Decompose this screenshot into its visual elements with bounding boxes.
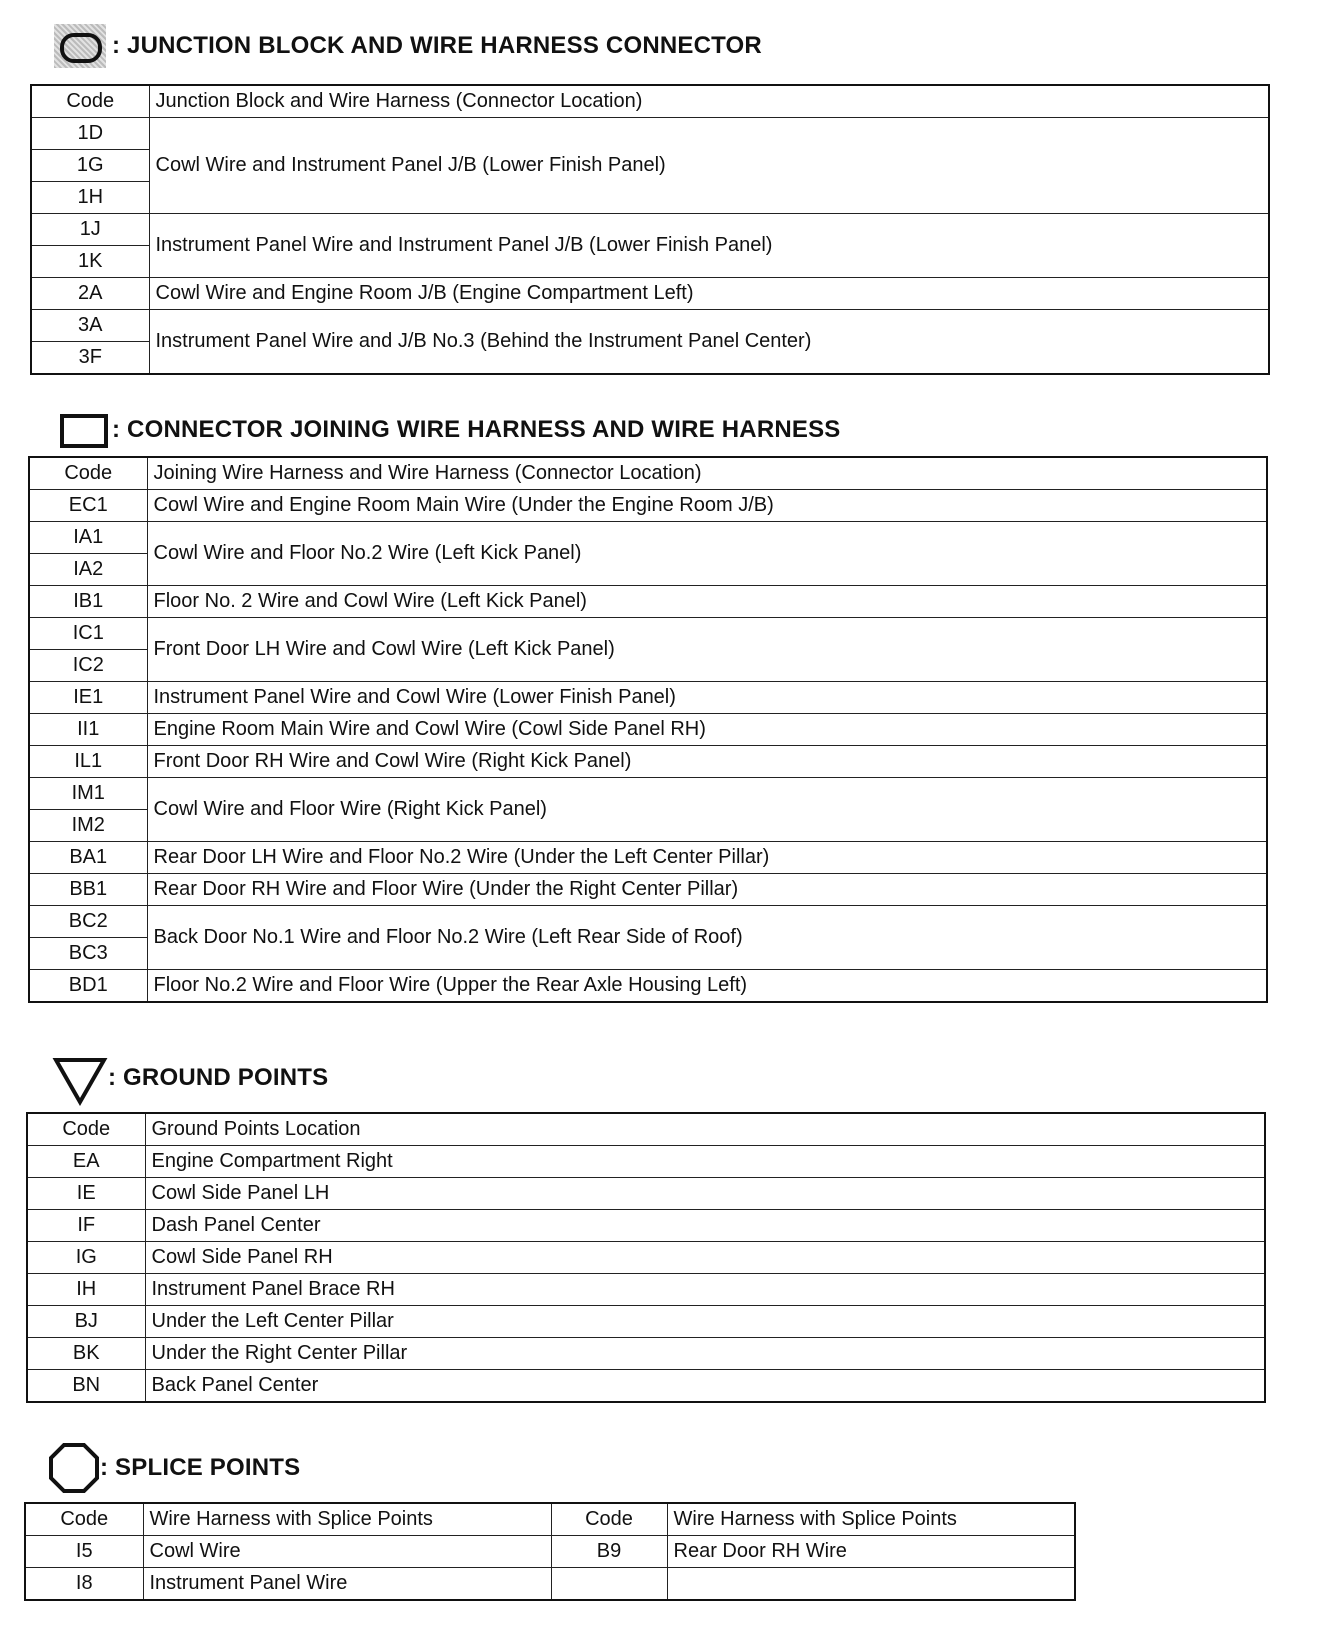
table-row <box>29 746 1267 778</box>
description-cell: Cowl Side Panel LH <box>145 1178 1265 1210</box>
splice-harness: Cowl Wire <box>143 1536 551 1568</box>
header-description: Junction Block and Wire Harness (Connector Location) <box>149 85 1269 118</box>
table-row <box>29 522 1267 554</box>
header-code: Code <box>551 1503 667 1536</box>
table-row <box>29 618 1267 650</box>
code-cell: IM2 <box>29 810 147 842</box>
table-row <box>27 1306 1265 1338</box>
table-row <box>29 714 1267 746</box>
code-cell: BN <box>27 1370 145 1403</box>
code-cell: IF <box>27 1210 145 1242</box>
table-row <box>31 118 1269 150</box>
table-row <box>27 1242 1265 1274</box>
code-cell: 1K <box>31 246 149 278</box>
code-cell: BD1 <box>29 970 147 1003</box>
table-row <box>25 1568 1075 1601</box>
code-cell: BC3 <box>29 938 147 970</box>
ground-triangle-icon <box>38 1050 108 1106</box>
table-row <box>25 1536 1075 1568</box>
description-cell: Cowl Wire and Instrument Panel J/B (Lower Finish Panel) <box>149 118 1269 214</box>
description-cell: Instrument Panel Wire and Cowl Wire (Lower Finish Panel) <box>147 682 1267 714</box>
connector-table <box>28 456 1268 1003</box>
header-code: Code <box>25 1503 143 1536</box>
table-header-row <box>27 1113 1265 1146</box>
table-header-row <box>25 1503 1075 1536</box>
description-cell: Cowl Side Panel RH <box>145 1242 1265 1274</box>
table-row <box>29 778 1267 810</box>
ground-table <box>26 1112 1266 1403</box>
ground-heading <box>38 1050 328 1106</box>
code-cell: II1 <box>29 714 147 746</box>
code-cell: 1G <box>31 150 149 182</box>
code-cell: IM1 <box>29 778 147 810</box>
connector-rectangle-icon <box>42 402 112 458</box>
junction-heading <box>42 18 762 74</box>
description-cell: Cowl Wire and Engine Room J/B (Engine Compartment Left) <box>149 278 1269 310</box>
description-cell: Back Door No.1 Wire and Floor No.2 Wire (Left Rear Side of Roof) <box>147 906 1267 970</box>
splice-octagon-icon <box>30 1440 100 1496</box>
description-cell: Cowl Wire and Engine Room Main Wire (Under the Engine Room J/B) <box>147 490 1267 522</box>
splice-code: B9 <box>551 1536 667 1568</box>
table-header-row <box>29 457 1267 490</box>
code-cell: EA <box>27 1146 145 1178</box>
description-cell: Instrument Panel Wire and Instrument Panel J/B (Lower Finish Panel) <box>149 214 1269 278</box>
code-cell: 1D <box>31 118 149 150</box>
code-cell: BB1 <box>29 874 147 906</box>
description-cell: Instrument Panel Wire and J/B No.3 (Behind the Instrument Panel Center) <box>149 310 1269 375</box>
description-cell: Dash Panel Center <box>145 1210 1265 1242</box>
splice-table <box>24 1502 1076 1601</box>
table-row <box>29 842 1267 874</box>
table-row <box>29 682 1267 714</box>
table-row <box>29 906 1267 938</box>
code-cell: 2A <box>31 278 149 310</box>
code-cell: IL1 <box>29 746 147 778</box>
code-cell: BK <box>27 1338 145 1370</box>
table-row <box>31 214 1269 246</box>
code-cell: IE <box>27 1178 145 1210</box>
junction-table <box>30 84 1270 375</box>
code-cell: IC2 <box>29 650 147 682</box>
code-cell: BC2 <box>29 906 147 938</box>
table-row <box>27 1370 1265 1403</box>
code-cell: EC1 <box>29 490 147 522</box>
table-row <box>27 1338 1265 1370</box>
code-cell: IH <box>27 1274 145 1306</box>
table-row <box>31 278 1269 310</box>
table-header-row <box>31 85 1269 118</box>
splice-title: : SPLICE POINTS <box>100 1454 301 1481</box>
table-row <box>29 586 1267 618</box>
junction-title: : JUNCTION BLOCK AND WIRE HARNESS CONNECTOR <box>112 32 762 59</box>
header-description: Wire Harness with Splice Points <box>667 1503 1075 1536</box>
table-row <box>27 1178 1265 1210</box>
header-description: Ground Points Location <box>145 1113 1265 1146</box>
description-cell: Engine Room Main Wire and Cowl Wire (Cowl Side Panel RH) <box>147 714 1267 746</box>
splice-heading <box>30 1440 300 1496</box>
code-cell: 1J <box>31 214 149 246</box>
code-cell: IG <box>27 1242 145 1274</box>
junction-block-oval-icon <box>42 18 112 74</box>
connector-title: : CONNECTOR JOINING WIRE HARNESS AND WIRE HARNESS <box>112 416 841 443</box>
code-cell: IB1 <box>29 586 147 618</box>
description-cell: Instrument Panel Brace RH <box>145 1274 1265 1306</box>
description-cell: Engine Compartment Right <box>145 1146 1265 1178</box>
header-code: Code <box>27 1113 145 1146</box>
description-cell: Back Panel Center <box>145 1370 1265 1403</box>
description-cell: Cowl Wire and Floor Wire (Right Kick Panel) <box>147 778 1267 842</box>
description-cell: Floor No.2 Wire and Floor Wire (Upper the Rear Axle Housing Left) <box>147 970 1267 1003</box>
splice-code <box>551 1568 667 1601</box>
table-row <box>29 490 1267 522</box>
ground-title: : GROUND POINTS <box>108 1064 329 1091</box>
table-row <box>27 1210 1265 1242</box>
code-cell: BA1 <box>29 842 147 874</box>
header-code: Code <box>29 457 147 490</box>
table-row <box>31 310 1269 342</box>
code-cell: IA1 <box>29 522 147 554</box>
description-cell: Under the Right Center Pillar <box>145 1338 1265 1370</box>
header-description: Joining Wire Harness and Wire Harness (Connector Location) <box>147 457 1267 490</box>
table-row <box>29 874 1267 906</box>
header-description: Wire Harness with Splice Points <box>143 1503 551 1536</box>
code-cell: 3A <box>31 310 149 342</box>
table-row <box>27 1146 1265 1178</box>
description-cell: Cowl Wire and Floor No.2 Wire (Left Kick Panel) <box>147 522 1267 586</box>
description-cell: Front Door RH Wire and Cowl Wire (Right Kick Panel) <box>147 746 1267 778</box>
code-cell: 3F <box>31 342 149 375</box>
table-row <box>29 970 1267 1003</box>
code-cell: BJ <box>27 1306 145 1338</box>
code-cell: 1H <box>31 182 149 214</box>
table-row <box>27 1274 1265 1306</box>
code-cell: IC1 <box>29 618 147 650</box>
description-cell: Floor No. 2 Wire and Cowl Wire (Left Kick Panel) <box>147 586 1267 618</box>
splice-harness: Instrument Panel Wire <box>143 1568 551 1601</box>
code-cell: IA2 <box>29 554 147 586</box>
splice-code: I5 <box>25 1536 143 1568</box>
description-cell: Rear Door RH Wire and Floor Wire (Under the Right Center Pillar) <box>147 874 1267 906</box>
splice-harness <box>667 1568 1075 1601</box>
description-cell: Front Door LH Wire and Cowl Wire (Left Kick Panel) <box>147 618 1267 682</box>
code-cell: IE1 <box>29 682 147 714</box>
connector-heading <box>42 402 841 458</box>
header-code: Code <box>31 85 149 118</box>
description-cell: Rear Door LH Wire and Floor No.2 Wire (Under the Left Center Pillar) <box>147 842 1267 874</box>
description-cell: Under the Left Center Pillar <box>145 1306 1265 1338</box>
splice-code: I8 <box>25 1568 143 1601</box>
splice-harness: Rear Door RH Wire <box>667 1536 1075 1568</box>
